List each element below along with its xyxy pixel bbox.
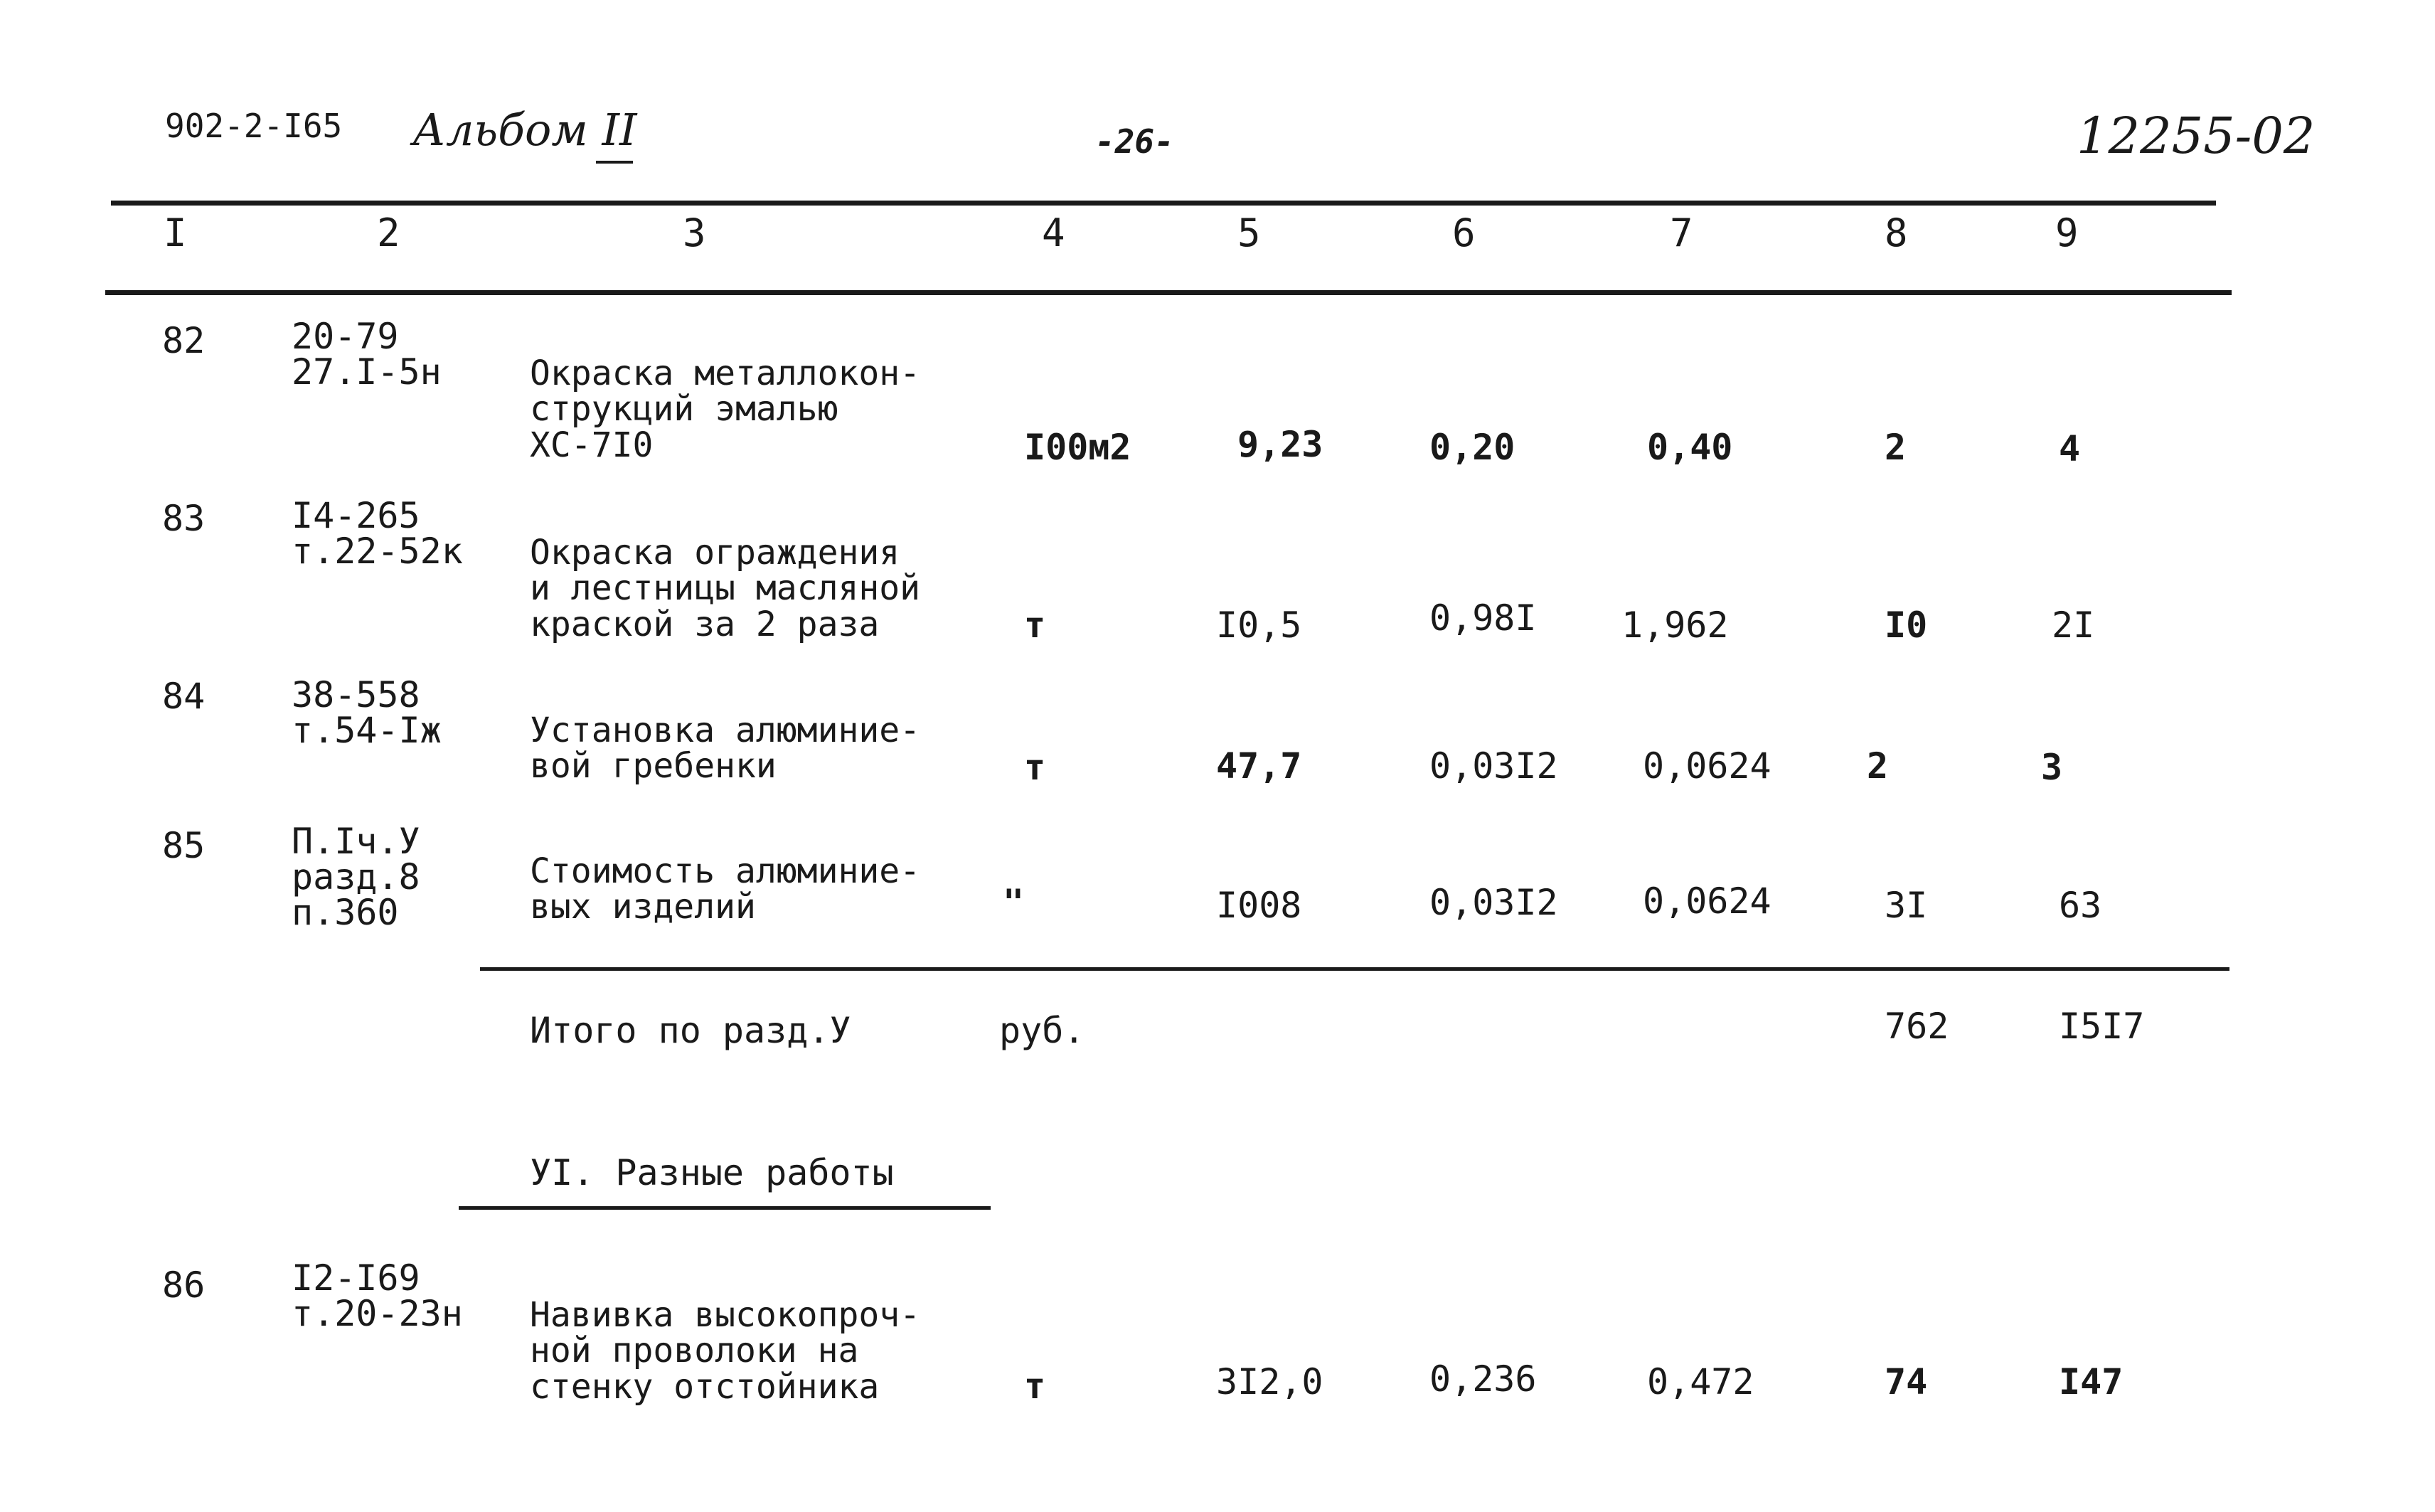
- column-number-6: 6: [1452, 211, 1476, 255]
- norm-code: П.Iч.У разд.8 п.360: [292, 821, 420, 933]
- unit: т: [1024, 747, 1046, 788]
- column-number-2: 2: [377, 211, 400, 255]
- column-number-7: 7: [1670, 211, 1693, 255]
- col5-value: I008: [1216, 885, 1302, 926]
- total-label: Итого по разд.У: [530, 1010, 851, 1051]
- col8-value: 2: [1885, 427, 1907, 468]
- section-title: УI. Разные работы: [530, 1152, 894, 1193]
- col9-value: I47: [2059, 1361, 2124, 1402]
- row-number: 84: [162, 676, 206, 717]
- column-number-1: I: [164, 211, 187, 255]
- row-number: 86: [162, 1265, 206, 1306]
- total-unit: руб.: [999, 1010, 1085, 1051]
- work-description: Навивка высокопроч- ной проволоки на стенку отстойника: [530, 1295, 921, 1407]
- col8-value: I0: [1885, 605, 1928, 646]
- column-number-4: 4: [1042, 211, 1065, 255]
- norm-code: 20-79 27.I-5н: [292, 316, 442, 393]
- col9-value: 63: [2059, 885, 2102, 926]
- col7-value: 0,472: [1647, 1361, 1754, 1402]
- col5-value: I0,5: [1216, 605, 1302, 646]
- unit: т: [1024, 1365, 1046, 1407]
- col7-value: 1,962: [1621, 605, 1729, 646]
- column-number-3: 3: [683, 211, 706, 255]
- col6-value: 0,20: [1429, 427, 1515, 468]
- col7-value: 0,40: [1647, 427, 1733, 468]
- work-description: Окраска металлокон- струкций эмалью ХС-7I0: [530, 353, 921, 465]
- norm-code: I4-265 т.22-52к: [292, 495, 463, 572]
- album-underline: [596, 161, 633, 164]
- row-number: 85: [162, 825, 206, 866]
- document-code: 902-2-I65: [165, 107, 343, 145]
- total-col8: 762: [1885, 1006, 1949, 1047]
- column-number-8: 8: [1885, 211, 1908, 255]
- col9-value: 4: [2059, 428, 2081, 469]
- col7-value: 0,0624: [1643, 745, 1771, 787]
- section-underline: [459, 1206, 991, 1210]
- col5-value: 3I2,0: [1216, 1361, 1323, 1402]
- col7-value: 0,0624: [1643, 880, 1771, 922]
- col6-value: 0,236: [1429, 1358, 1537, 1400]
- row-number: 83: [162, 498, 206, 539]
- header-bottom-rule: [105, 290, 2232, 295]
- norm-code: 38-558 т.54-Iж: [292, 674, 442, 751]
- column-number-9: 9: [2055, 211, 2079, 255]
- total-col9: I5I7: [2059, 1006, 2145, 1047]
- col6-value: 0,03I2: [1429, 882, 1558, 923]
- col6-value: 0,98I: [1429, 597, 1537, 639]
- page-number: -26-: [1095, 122, 1174, 161]
- subtotal-rule: [480, 967, 2229, 971]
- col5-value: 9,23: [1237, 424, 1323, 465]
- album-label: Альбом II: [412, 104, 637, 156]
- norm-code: I2-I69 т.20-23н: [292, 1257, 463, 1334]
- unit: I00м2: [1024, 427, 1131, 468]
- unit: ": [1003, 882, 1025, 923]
- col5-value: 47,7: [1216, 745, 1302, 787]
- column-number-5: 5: [1237, 211, 1261, 255]
- col9-value: 3: [2041, 747, 2063, 788]
- col8-value: 74: [1885, 1361, 1928, 1402]
- row-number: 82: [162, 320, 206, 361]
- work-description: Окраска ограждения и лестницы масляной краской за 2 раза: [530, 533, 921, 644]
- top-rule: [111, 201, 2216, 206]
- document-number: 12255-02: [2077, 107, 2316, 165]
- work-description: Установка алюминие- вой гребенки: [530, 710, 921, 787]
- col8-value: 3I: [1885, 885, 1928, 926]
- col6-value: 0,03I2: [1429, 745, 1558, 787]
- work-description: Стоимость алюминие- вых изделий: [530, 851, 921, 927]
- col8-value: 2: [1867, 745, 1889, 787]
- unit: т: [1024, 605, 1046, 646]
- col9-value: 2I: [2052, 605, 2095, 646]
